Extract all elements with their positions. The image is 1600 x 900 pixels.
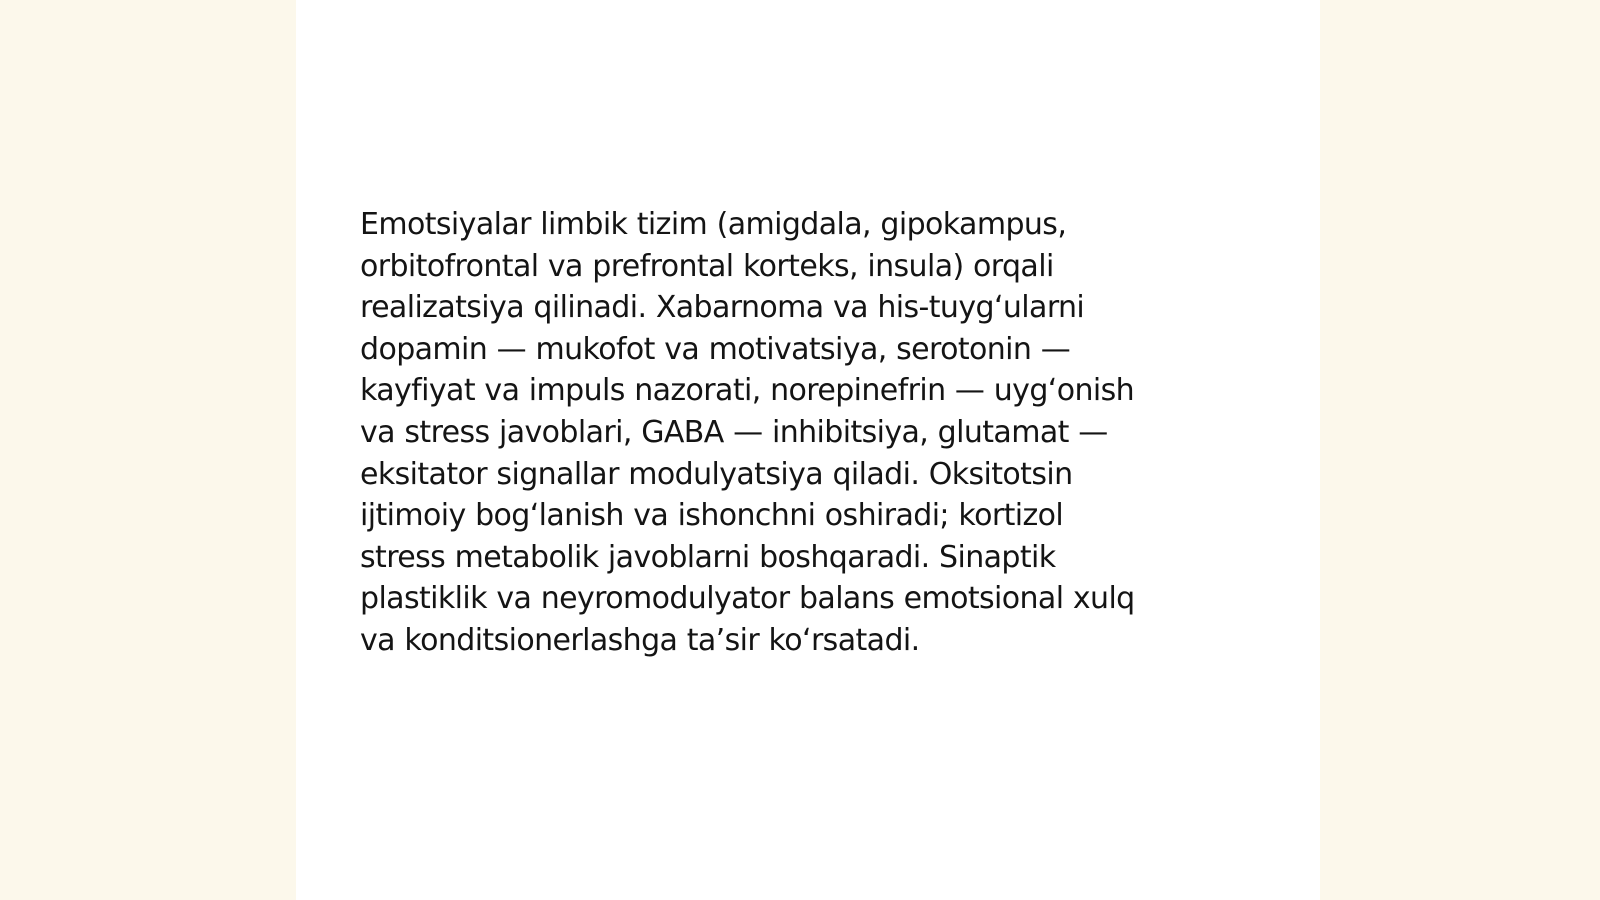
paragraph-line-7: eksitator signallar modulyatsiya qiladi. Oksitotsin: [360, 456, 1073, 492]
paragraph-line-10: plastiklik va neyromodulyator balans emotsional xulq: [360, 581, 1135, 617]
paragraph-line-2: orbitofrontal va prefrontal korteks, insula) orqali: [360, 248, 1054, 284]
paragraph-line-1: Emotsiyalar limbik tizim (amigdala, gipokampus,: [360, 207, 1067, 242]
paragraph-line-5: kayfiyat va impuls nazorati, norepinefrin — uygʻonish: [360, 373, 1135, 409]
paragraph-line-8: ijtimoiy bogʻlanish va ishonchni oshiradi; kortizol: [360, 498, 1064, 534]
document-page: [296, 0, 1320, 900]
paragraph-line-9: stress metabolik javoblarni boshqaradi. Sinaptik: [360, 539, 1056, 575]
paragraph-line-11: va konditsionerlashga taʼsir koʻrsatadi.: [360, 622, 920, 658]
body-paragraph: [360, 204, 1240, 662]
paragraph-line-3: realizatsiya qilinadi. Xabarnoma va his-tuygʻularni: [360, 290, 1085, 326]
paragraph-line-4: dopamin — mukofot va motivatsiya, serotonin —: [360, 331, 1071, 367]
paragraph-line-6: va stress javoblari, GABA — inhibitsiya, glutamat —: [360, 414, 1108, 450]
